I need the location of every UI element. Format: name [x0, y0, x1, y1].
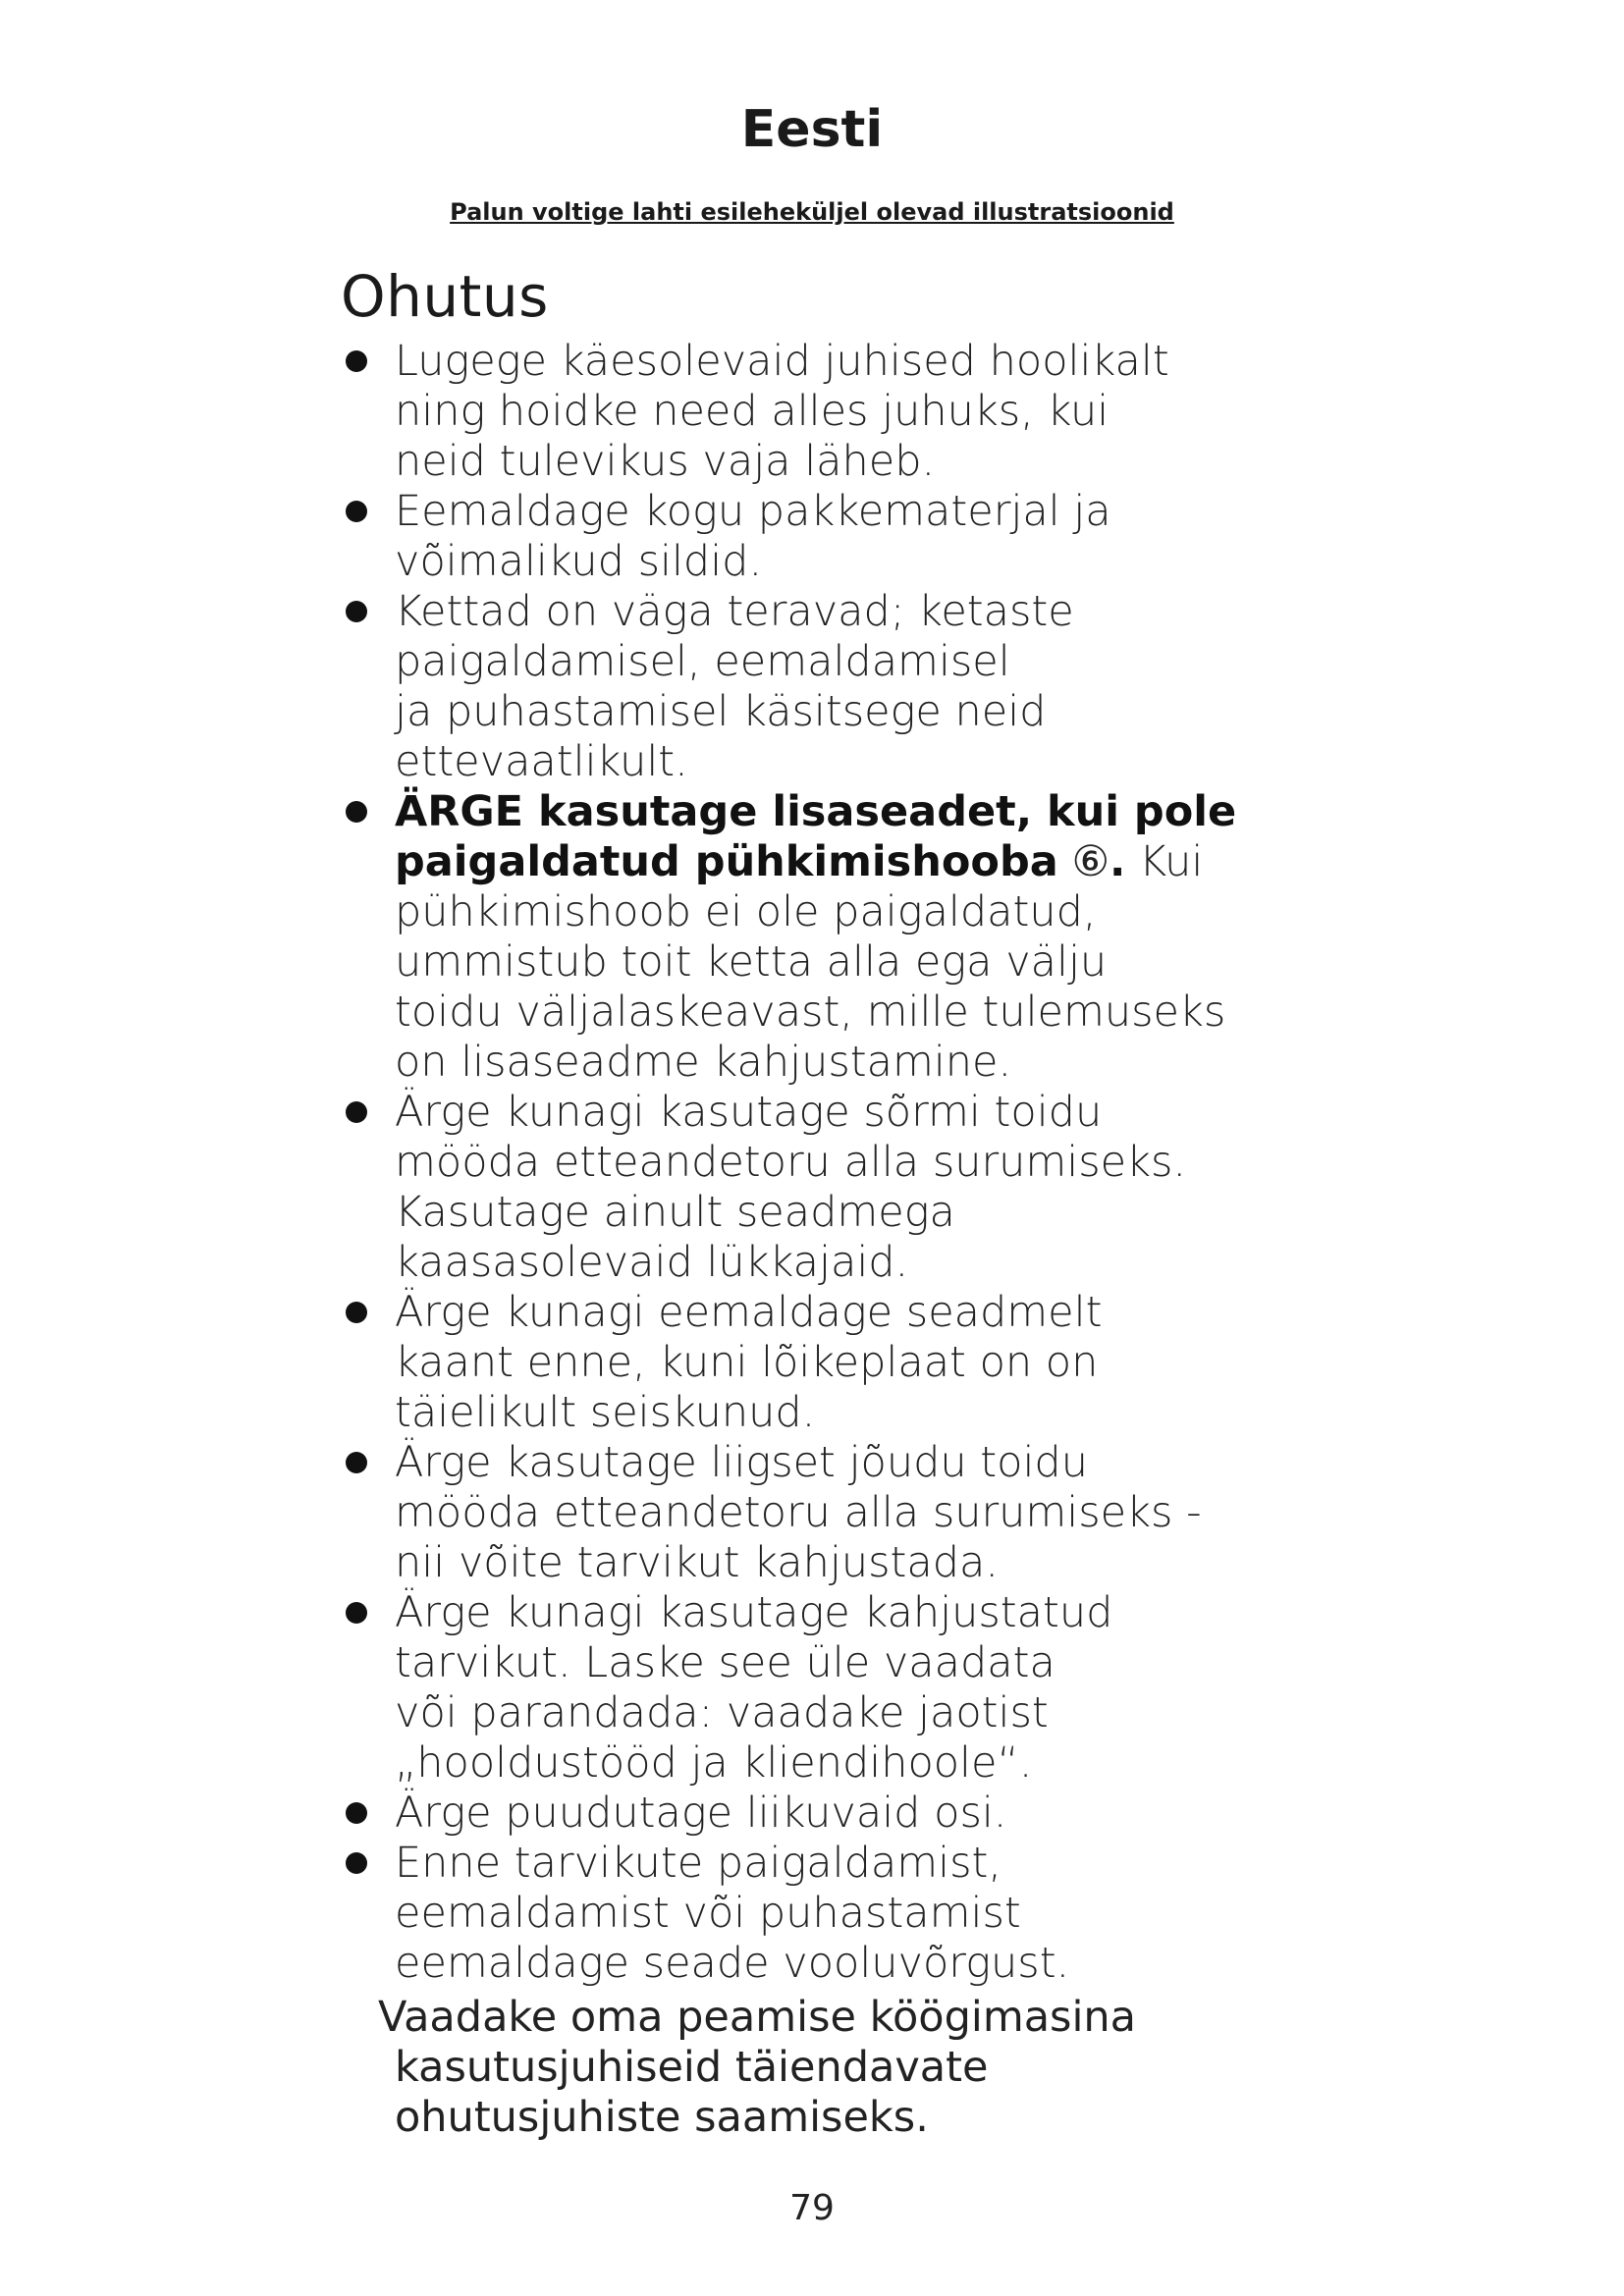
warning-text: paigaldatud pühkimishooba — [395, 837, 1058, 886]
list-item-line: Lugege käesolevaid juhised hoolikalt — [395, 337, 1169, 386]
list-item — [341, 1789, 1323, 1839]
list-item-line: Ärge kunagi eemaldage seadmelt — [395, 1288, 1103, 1337]
bullet-icon — [346, 1302, 367, 1323]
circled-six-icon: ⑥ — [1071, 837, 1110, 886]
list-item-line: Enne tarvikute paigaldamist, — [395, 1839, 1001, 1888]
warning-period: . — [1110, 837, 1126, 886]
bullet-icon — [346, 1101, 367, 1123]
list-item-line: on lisaseadme kahjustamine. — [395, 1038, 1012, 1087]
list-item-line: või parandada: vaadake jaotist — [395, 1688, 1049, 1737]
list-item-line: Ärge puudutage liikuvaid osi. — [395, 1789, 1007, 1838]
list-item-line: eemaldage seade vooluvõrgust. — [395, 1939, 1070, 1988]
warning-text: ÄRGE kasutage lisaseadet, kui pole — [395, 787, 1237, 836]
list-item-line: Ärge kunagi kasutage sõrmi toidu — [395, 1088, 1103, 1137]
bullet-icon — [346, 1452, 367, 1473]
warning-line — [395, 837, 1323, 887]
page-title: Eesti — [740, 100, 884, 159]
list-item-line: võimalikud sildid. — [395, 537, 763, 586]
section-heading: Ohutus — [341, 263, 549, 330]
list-item-line: tarvikut. Laske see üle vaadata — [395, 1638, 1056, 1687]
list-item-line: mööda etteandetoru alla surumiseks. — [395, 1138, 1187, 1187]
list-item-line: pühkimishoob ei ole paigaldatud, — [395, 887, 1097, 936]
closing-line: Vaadake oma peamise köögimasina — [378, 1993, 1137, 2042]
list-item-line: mööda etteandetoru alla surumiseks - — [395, 1488, 1202, 1537]
list-item — [341, 487, 1323, 587]
list-item — [341, 1088, 1323, 1288]
page-number: 79 — [789, 2188, 835, 2228]
bullet-icon — [346, 350, 367, 372]
safety-list — [341, 337, 1323, 1989]
bullet-icon — [346, 501, 367, 522]
bullet-icon — [346, 1802, 367, 1824]
fold-out-instruction: Palun voltige lahti esileheküljel olevad illustratsioonid — [450, 198, 1174, 226]
safety-section — [341, 260, 1323, 2143]
list-item-text: Kui — [1125, 837, 1204, 886]
list-item — [341, 337, 1323, 487]
list-item-line: toidu väljalaskeavast, mille tulemuseks — [395, 988, 1226, 1037]
list-item-line: neid tulevikus vaja läheb. — [395, 437, 936, 486]
list-item-line: Kettad on väga teravad; ketaste — [395, 587, 1074, 636]
list-item-line: ettevaatlikult. — [395, 737, 688, 786]
list-item-line: „hooldustööd ja kliendihoole“. — [395, 1738, 1033, 1788]
list-item-line: Ärge kasutage liigset jõudu toidu — [395, 1438, 1088, 1487]
list-item-line: ummistub toit ketta alla ega välju — [395, 937, 1108, 987]
list-item-line: ja puhastamisel käsitsege neid — [395, 687, 1047, 736]
bullet-icon — [346, 1852, 367, 1874]
list-item-warning — [341, 787, 1323, 1088]
bullet-icon — [346, 801, 367, 823]
list-item-line: ning hoidke need alles juhuks, kui — [395, 387, 1110, 436]
list-item — [341, 1438, 1323, 1588]
list-item-line: paigaldamisel, eemaldamisel — [395, 637, 1010, 686]
list-item-line: kaasasolevaid lükkajaid. — [395, 1238, 909, 1287]
bullet-icon — [346, 601, 367, 622]
list-item — [341, 1288, 1323, 1438]
list-item-line: Kasutage ainult seadmega — [395, 1188, 955, 1237]
list-item-line: eemaldamist või puhastamist — [395, 1889, 1021, 1938]
bullet-icon — [346, 1602, 367, 1624]
list-item — [341, 587, 1323, 787]
list-item-line: kaant enne, kuni lõikeplaat on on — [395, 1338, 1099, 1387]
list-item-line: täielikult seiskunud. — [395, 1388, 816, 1437]
closing-line: ohutusjuhiste saamiseks. — [395, 2093, 929, 2142]
closing-line: kasutusjuhiseid täiendavate — [395, 2043, 989, 2092]
list-item-line: Eemaldage kogu pakkematerjal ja — [395, 487, 1111, 536]
list-item-line: Ärge kunagi kasutage kahjustatud — [395, 1588, 1113, 1637]
list-item — [341, 1839, 1323, 1989]
list-item-line: nii võite tarvikut kahjustada. — [395, 1538, 1000, 1587]
closing-note — [378, 1993, 1323, 2143]
list-item — [341, 1588, 1323, 1789]
